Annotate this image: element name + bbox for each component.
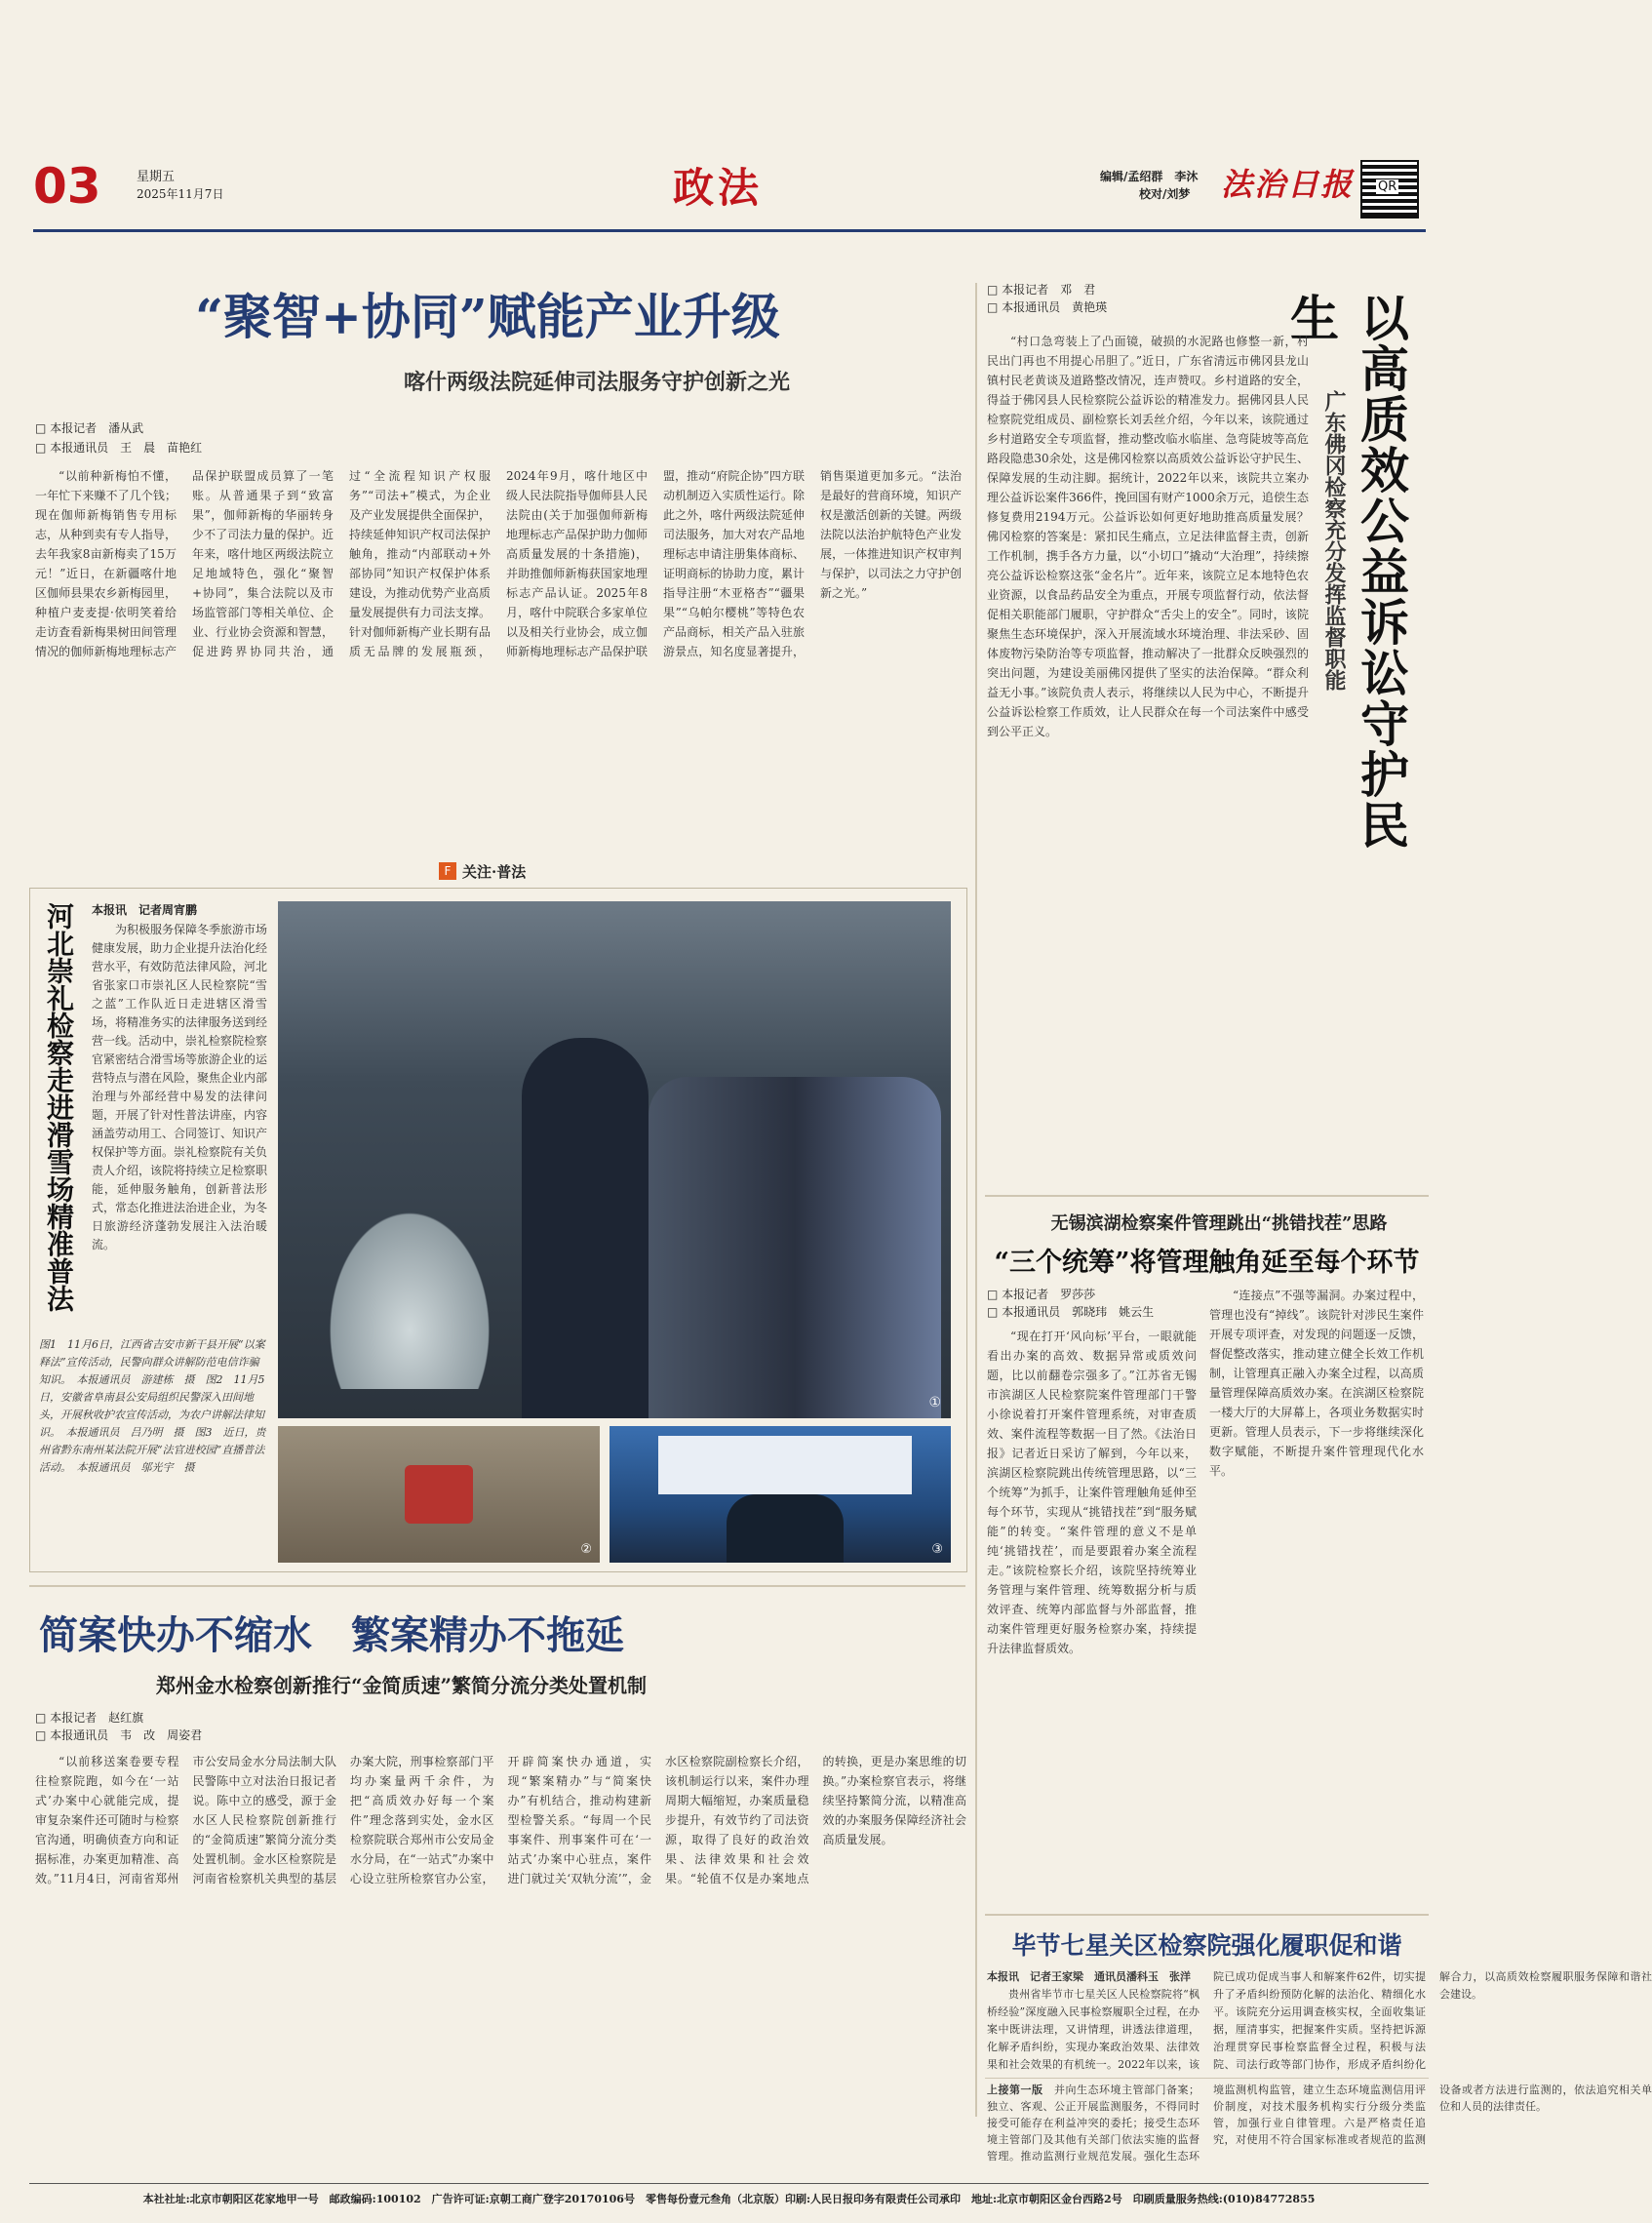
article3-byline: 本报讯 记者周宵鹏 xyxy=(92,903,198,917)
weekday: 星期五 xyxy=(137,170,176,184)
photo-2-tractor xyxy=(405,1465,473,1524)
article4-body-2-text: “连接点”不强等漏洞。办案过程中，管理也没有“掉线”。该院针对涉民生案件开展专项评查，对发现的问题逐一反馈，督促整改落实，推动建立健全长效工作机制，让管理真正融入办案全过程，以高质量管理保障高质效办案。在滨湖区检察院一楼大厅的大屏幕上，各项业务数据实时更新。管理人员表示，下一步将继续深化数字赋能，不断提升案件管理现代化水平。 xyxy=(1209,1289,1424,1478)
masthead-logo: 法治日报 xyxy=(1221,166,1355,203)
article2-vertical-subhead: 广东佛冈检察充分发挥监督职能 xyxy=(1321,390,1347,691)
article1-subhead: 喀什两级法院延伸司法服务守护创新之光 xyxy=(403,370,790,395)
photo-1-officer xyxy=(522,1038,649,1418)
editor-line-2: 校对/刘梦 xyxy=(1139,187,1191,201)
photo-1-number: ① xyxy=(928,1395,941,1410)
article7-body xyxy=(987,2082,1652,2179)
photo-2-number: ② xyxy=(580,1542,592,1557)
article3-body xyxy=(92,921,267,1311)
article7-text xyxy=(987,2082,1652,2179)
article5-byline-2: □ 本报通讯员 韦 改 周姿君 xyxy=(35,1728,203,1742)
column-divider xyxy=(975,283,977,2117)
article6-body-text: 贵州省毕节市七星关区人民检察院将“枫桥经验”深度融入民事检察履职全过程，在办案中既讲法理，又讲情理，讲透法律道理，化解矛盾纠纷，实现办案政治效果、法律效果和社会效果的有机统一。2022年以来，该院已成功促成当事人和解案件62件，切实提升了矛盾纠纷预防化解的法治化、精细化水平。该院充分运用调查核实权，全面收集证据，厘清事实，把握案件实质。坚持把诉源治理贯穿民事检察监督全过程，积极与法院、司法行政等部门协作，形成矛盾纠纷化解合力，以高质效检察履职服务保障和谐社会建设。 xyxy=(987,1970,1652,2071)
article1-headline: “聚智+协同”赋能产业升级 xyxy=(195,288,780,345)
article6-headline: 毕节七星关区检察院强化履职促和谐 xyxy=(1011,1931,1402,1960)
article4-byline-1: □ 本报记者 罗莎莎 xyxy=(987,1288,1096,1301)
qr-code xyxy=(1360,160,1419,218)
article5-subhead: 郑州金水检察创新推行“金简质速”繁简分流分类处置机制 xyxy=(156,1674,648,1697)
feature-tag xyxy=(429,858,535,884)
article5-headline: 简案快办不缩水 繁案精办不拖延 xyxy=(39,1612,624,1658)
tag-icon: F xyxy=(439,862,456,880)
article6-top-rule xyxy=(985,1914,1429,1916)
page-header xyxy=(0,146,1463,224)
article1-body xyxy=(35,466,962,856)
article2-body xyxy=(987,332,1309,1180)
footer-rule xyxy=(29,2183,1429,2184)
article7-top-rule xyxy=(985,2078,1429,2079)
header-rule xyxy=(33,229,1426,232)
section-title: 政法 xyxy=(673,164,764,212)
article1-byline-2: □ 本报通讯员 王 晨 苗艳红 xyxy=(35,441,203,455)
article7-lead: 上接第一版 xyxy=(987,2084,1043,2096)
article4-headline: “三个统筹”将管理触角延至每个环节 xyxy=(994,1248,1420,1278)
editor-line-1: 编辑/孟绍群 李沐 xyxy=(1100,170,1199,183)
page-number: 03 xyxy=(33,158,101,215)
footer-text: 本社社址:北京市朝阳区花家地甲一号 邮政编码:100102 广告许可证:京朝工商广登字20170106号 零售每份壹元叁角（北京版）印刷:人民日报印务有限责任公司承印 地址:北京市朝阳区金台西路2号 印刷质量服务热线:(010)84772855 xyxy=(142,2193,1316,2205)
article2-byline-2: □ 本报通讯员 黄艳瑛 xyxy=(987,300,1108,314)
article1-body-text: “以前种新梅怕不懂，一年忙下来赚不了几个钱；现在伽师新梅销售专用标志，从种到卖有专人指导，去年我家8亩新梅卖了15万元！”近日，在新疆喀什地区伽师县果农乡新梅园里，种植户麦麦提·依明笑着给走访査看新梅果树田间管理情况的伽师新梅地理标志产品保护联盟成员算了一笔账。从普通果子到“致富果”，伽师新梅的华丽转身少不了司法力量的保护。近年来，喀什地区两级法院立足地域特色，强化“聚智+协同”，集合法院以及市场监管部门等相关单位、企业、行业协会资源和智慧，促进跨界协同共治，通过“全流程知识产权服务”“司法+”模式，为企业及产业发展提供全面保护，持续延伸知识产权司法保护触角，推动“内部联动+外部协同”知识产权保护体系建设，为推动优势产业高质量发展提供有力司法支撑。针对伽师新梅产业长期有品质无品牌的发展瓶颈，2024年9月，喀什地区中级人民法院指导伽师县人民法院由(关于加强伽师新梅地理标志产品保护助力伽师高质量发展的十条措施)，并助推伽师新梅获国家地理标志产品认证。2025年8月，喀什中院联合多家单位以及相关行业协会，成立伽师新梅地理标志产品保护联盟，推动“府院企协”四方联动机制迈入实质性运行。除此之外，喀什两级法院延伸司法服务，加大对农产品地理标志申请注册集体商标、证明商标的协助力度，累计指导注册“木亚格杏”“疆果果”“乌帕尔樱桃”等特色农产品商标，相关产品入驻旅游景点，知名度显著提升，销售渠道更加多元。“法治是最好的营商环境，知识产权是激活创新的关键。两级法院以法治护航特色产业发展，一体推进知识产权审判与保护，以司法之力守护创新之光。” xyxy=(35,469,962,658)
qr-code-label: QR xyxy=(1378,179,1397,194)
photo-1-students xyxy=(649,1077,941,1418)
photo-3 xyxy=(610,1426,951,1563)
photo-3-hosts xyxy=(727,1494,844,1563)
photo-3-number: ③ xyxy=(931,1542,943,1557)
article4-body-2 xyxy=(1209,1286,1424,1907)
article7-body-text: 并向生态环境主管部门备案；独立、客观、公正开展监测服务，不得同时接受可能存在利益冲突的委托；接受生态环境主管部门及其他有关部门依法实施的监督管理。推动监测行业规范发展。强化生态环境监测机构监管，建立生态环境监测信用评价制度，对技术服务机构实行分级分类监管，加强行业自律管理。六是严格责任追究，对使用不符合国家标准或者规范的监测设备或者方法进行监测的，依法追究相关单位和人员的法律责任。 xyxy=(987,2084,1652,2163)
article4-kicker: 无锡滨湖检察案件管理跳出“挑错找茬”思路 xyxy=(1050,1213,1388,1234)
article5-body-text: “以前移送案卷要专程往检察院跑，如今在‘一站式’办案中心就能完成，提审复杂案件还可随时与检察官沟通，明确侦查方向和证据标准，办案更加精准、高效。”11月4日，河南省郑州市公安局金水分局法制大队民警陈中立对法治日报记者说。陈中立的感受，源于金水区人民检察院创新推行的“金简质速”繁简分流分类处置机制。金水区检察院是河南省检察机关典型的基层办案大院，刑事检察部门平均办案量两千余件，为把“高质效办好每一个案件”理念落到实处，金水区检察院联合郑州市公安局金水分局，在“一站式”办案中心设立驻所检察官办公室，开辟简案快办通道，实现“繁案精办”与“简案快办”有机结合，推动构建新型检警关系。“每周一个民事案件、刑事案件可在‘一站式’办案中心驻点，案件进门就过关‘双轨分流’”，金水区检察院副检察长介绍，该机制运行以来，案件办理周期大幅缩短，办案质量稳步提升，有效节约了司法资源，取得了良好的政治效果、法律效果和社会效果。“轮值不仅是办案地点的转换，更是办案思维的切换。”办案检察官表示，将继续坚持繁简分流，以精准高效的办案服务保障经济社会高质量发展。 xyxy=(35,1755,966,1886)
article3-vertical-headline: 河北崇礼检察走进滑雪场精准普法 xyxy=(43,902,75,1312)
issue-date: 2025年11月7日 xyxy=(137,187,224,201)
article5-body xyxy=(35,1752,966,2103)
article2-body-text: “村口急弯装上了凸面镜，破损的水泥路也修整一新，村民出门再也不用提心吊胆了。”近日，广东省清远市佛冈县龙山镇村民老黄谈及道路整改情况，连声赞叹。乡村道路的安全，得益于佛冈县人民检察院公益诉讼的精准发力。据佛冈县人民检察院党组成员、副检察长刘丢丝介绍，今年以来，该院通过乡村道路安全专项监督，推动整改临水临崖、急弯陡坡等高危路段隐患30余处，这是佛冈检察以高质效公益诉讼守护民生、保障发展的生动注脚。据统计，2022年以来，该院共立案办理公益诉讼案件366件，挽回国有财产1000余万元，追偿生态修复费用2194万元。公益诉讼如何更好地助推高质量发展？佛冈检察的答案是：紧扣民生痛点，立足法律监督主责，创新工作机制，携手各方力量，以“小切口”撬动“大治理”，持续擦亮公益诉讼检察这张“金名片”。近年来，该院立足本地特色农业资源，以食品药品安全为重点，开展专项监督行动，依法督促相关职能部门履职，守护群众“舌尖上的安全”。同时，该院聚焦生态环境保护，深入开展流域水环境治理、非法采砂、固体废物污染防治等专项监督，推动解决了一批群众反映强烈的突出问题，为建设美丽佛冈提供了坚实的法治保障。“群众利益无小事。”该院负责人表示，将继续以人民为中心，不断提升公益诉讼检察工作质效，让人民群众在每一个司法案件中感受到公平正义。 xyxy=(987,335,1309,738)
article1-byline-1: □ 本报记者 潘从武 xyxy=(35,421,144,435)
article2-byline-1: □ 本报记者 邓 君 xyxy=(987,283,1096,297)
article3-body-text: 为积极服务保障冬季旅游市场健康发展，助力企业提升法治化经营水平，有效防范法律风险，河北省张家口市崇礼区人民检察院“雪之蓝”工作队近日走进辖区滑雪场，将精准务实的法律服务送到经营一线。活动中，崇礼检察院检察官紧密结合滑雪场等旅游企业的运营特点与潜在风险，聚焦企业内部治理与外部经营中易发的法律问题，开展了针对性普法讲座，内容涵盖劳动用工、合同签订、知识产权保护等方面。崇礼检察院有关负责人介绍，该院将持续立足检察职能，延伸服务触角，创新普法形式，常态化推进法治进企业，为冬日旅游经济蓬勃发展注入法治暖流。 xyxy=(92,923,268,1251)
photo-1 xyxy=(278,901,951,1418)
article4-byline-2: □ 本报通讯员 郭晓玮 姚云生 xyxy=(987,1305,1155,1319)
article2-vertical-headline: 以高质效公益诉讼守护民生 xyxy=(1282,293,1410,851)
article5-byline-1: □ 本报记者 赵红旗 xyxy=(35,1711,144,1725)
photo-1-lab-equipment xyxy=(317,1194,502,1389)
photo-captions: 图1 11月6日，江西省吉安市新干县开展“以案释法”宣传活动，民警向群众讲解防范电信诈骗知识。 本报通讯员 游建栋 摄 图2 11月5日，安徽省阜南县公安局组织民警深入田间地头，开展秋收护农宣传活动，为农户讲解法律知识。 本报通讯员 吕乃明 摄 图3 近日，贵州省黔东南州某法院开展“法官进校园”直播普法活动。 本报通讯员 邬光宇 摄 xyxy=(39,1338,266,1474)
photo-2 xyxy=(278,1426,600,1563)
article4-top-rule xyxy=(985,1195,1429,1197)
article4-body xyxy=(987,1327,1197,1907)
article4-body-text: “现在打开‘风向标’平台，一眼就能看出办案的高效、数据异常或质效问题，比以前翻卷宗强多了。”江苏省无锡市滨湖区人民检察院案件管理部门干警小徐说着打开案件管理系统，对审查质效、案件流程等数据一目了然。《法治日报》记者近日采访了解到，今年以来，滨湖区检察院跳出传统管理思路，以“三个统筹”为抓手，让案件管理触角延伸至每个环节，实现从“挑错找茬”到“服务赋能”的转变。“案件管理的意义不是单纯‘挑错找茬’，而是要跟着办案全流程走。”该院检察长介绍，该院坚持统筹业务管理与案件管理、统筹数据分析与质效评查、统筹内部监督与外部监督，推动案件管理更好服务检察办案，持续提升法律监督质效。 xyxy=(987,1330,1197,1655)
article6-byline: 本报讯 记者王家梁 通讯员潘科玉 张洋 xyxy=(987,1970,1191,1983)
article5-top-rule xyxy=(29,1585,965,1587)
article6-body xyxy=(987,1968,1652,2076)
feature-tag-label: 关注·普法 xyxy=(462,862,527,881)
photo-3-screen xyxy=(658,1436,912,1494)
